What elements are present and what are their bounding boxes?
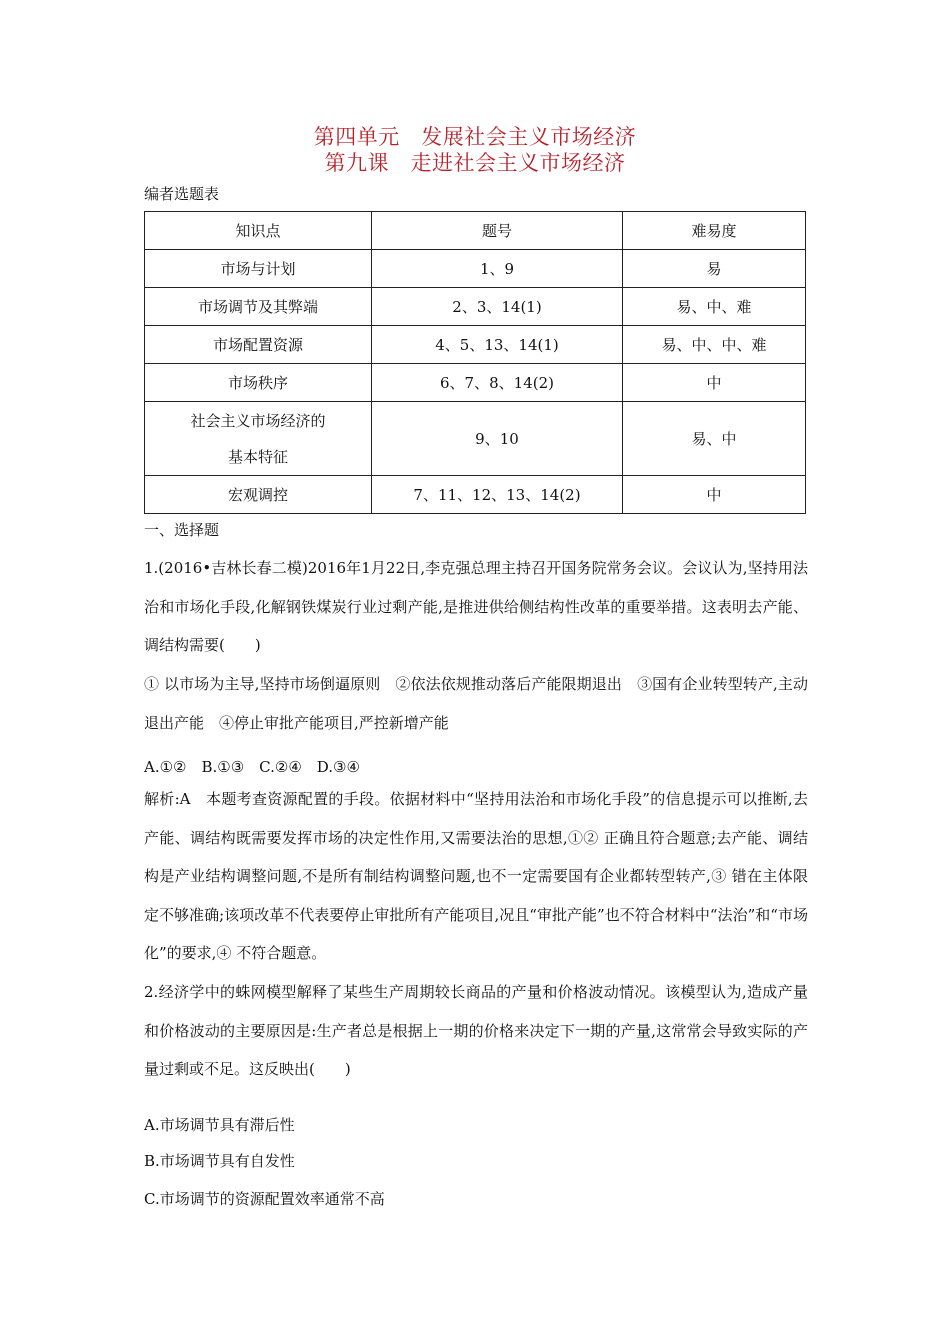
question-2-option-c: C.市场调节的资源配置效率通常不高 (144, 1190, 385, 1208)
table-row (145, 476, 806, 514)
table-row (145, 364, 806, 402)
table-cell: 易、中 (623, 402, 806, 476)
table-cell: 宏观调控 (145, 476, 372, 514)
section-heading: 一、选择题 (144, 521, 220, 539)
question-1-options: A.①② B.①③ C.②④ D.③④ (144, 758, 360, 776)
unit-title: 第四单元 发展社会主义市场经济 (313, 125, 637, 149)
table-cell: 2、3、14(1) (372, 288, 623, 326)
question-1-analysis: 解析:A 本题考查资源配置的手段。依据材料中“坚持用法治和市场化手段”的信息提示可以推断,去产能、调结构既需要发挥市场的决定性作用,又需要法治的思想,①② 正确且符合题意;去产能、调结构是产业结构调整问题,不是所有制结构调整问题,也不一定需要国有企业都转型转产,③ 错在主体限定不够准确;该项改革不代表要停止审批所有产能项目,况且“审批产能”也不符合材料中“法治”和“市场化”的要求,④ 不符合题意。 (144, 790, 808, 962)
table-cell: 4、5、13、14(1) (372, 326, 623, 364)
question-2-stem: 2.经济学中的蛛网模型解释了某些生产周期较长商品的产量和价格波动情况。该模型认为,造成产量和价格波动的主要原因是:生产者总是根据上一期的价格来决定下一期的产量,这常常会导致实际的产量过剩或不足。这反映出( ) (144, 983, 808, 1078)
question-1-stem: 1.(2016•吉林长春二模)2016年1月22日,李克强总理主持召开国务院常务会议。会议认为,坚持用法治和市场化手段,化解钢铁煤炭行业过剩产能,是推进供给侧结构性改革的重要举措。这表明去产能、调结构需要( ) (144, 559, 808, 654)
header-difficulty: 难易度 (623, 212, 806, 250)
table-cell: 中 (623, 364, 806, 402)
table-header-row (145, 212, 806, 250)
table-row (145, 288, 806, 326)
header-knowledge: 知识点 (145, 212, 372, 250)
table-cell: 市场配置资源 (145, 326, 372, 364)
table-cell: 易 (623, 250, 806, 288)
table-cell: 中 (623, 476, 806, 514)
table-cell: 市场与计划 (145, 250, 372, 288)
table-cell: 7、11、12、13、14(2) (372, 476, 623, 514)
question-2-option-b: B.市场调节具有自发性 (144, 1152, 295, 1170)
table-row (145, 250, 806, 288)
topic-table (144, 211, 806, 514)
table-caption: 编者选题表 (144, 185, 220, 203)
table-cell: 市场调节及其弊端 (145, 288, 372, 326)
table-row (145, 326, 806, 364)
table-cell (145, 402, 372, 476)
cell-line: 社会主义市场经济的 (190, 411, 326, 430)
table-cell: 市场秩序 (145, 364, 372, 402)
header-question-no: 题号 (372, 212, 623, 250)
cell-line: 基本特征 (227, 447, 288, 466)
table-row (145, 402, 806, 476)
table-cell: 9、10 (372, 402, 623, 476)
table-cell: 6、7、8、14(2) (372, 364, 623, 402)
table-cell: 易、中、难 (623, 288, 806, 326)
lesson-title: 第九课 走进社会主义市场经济 (324, 151, 626, 175)
table-cell: 1、9 (372, 250, 623, 288)
question-1-statements: ① 以市场为主导,坚持市场倒逼原则 ②依法依规推动落后产能限期退出 ③国有企业转型转产,主动退出产能 ④停止审批产能项目,严控新增产能 (144, 675, 808, 732)
table-cell: 易、中、中、难 (623, 326, 806, 364)
question-2-option-a: A.市场调节具有滞后性 (144, 1116, 295, 1134)
